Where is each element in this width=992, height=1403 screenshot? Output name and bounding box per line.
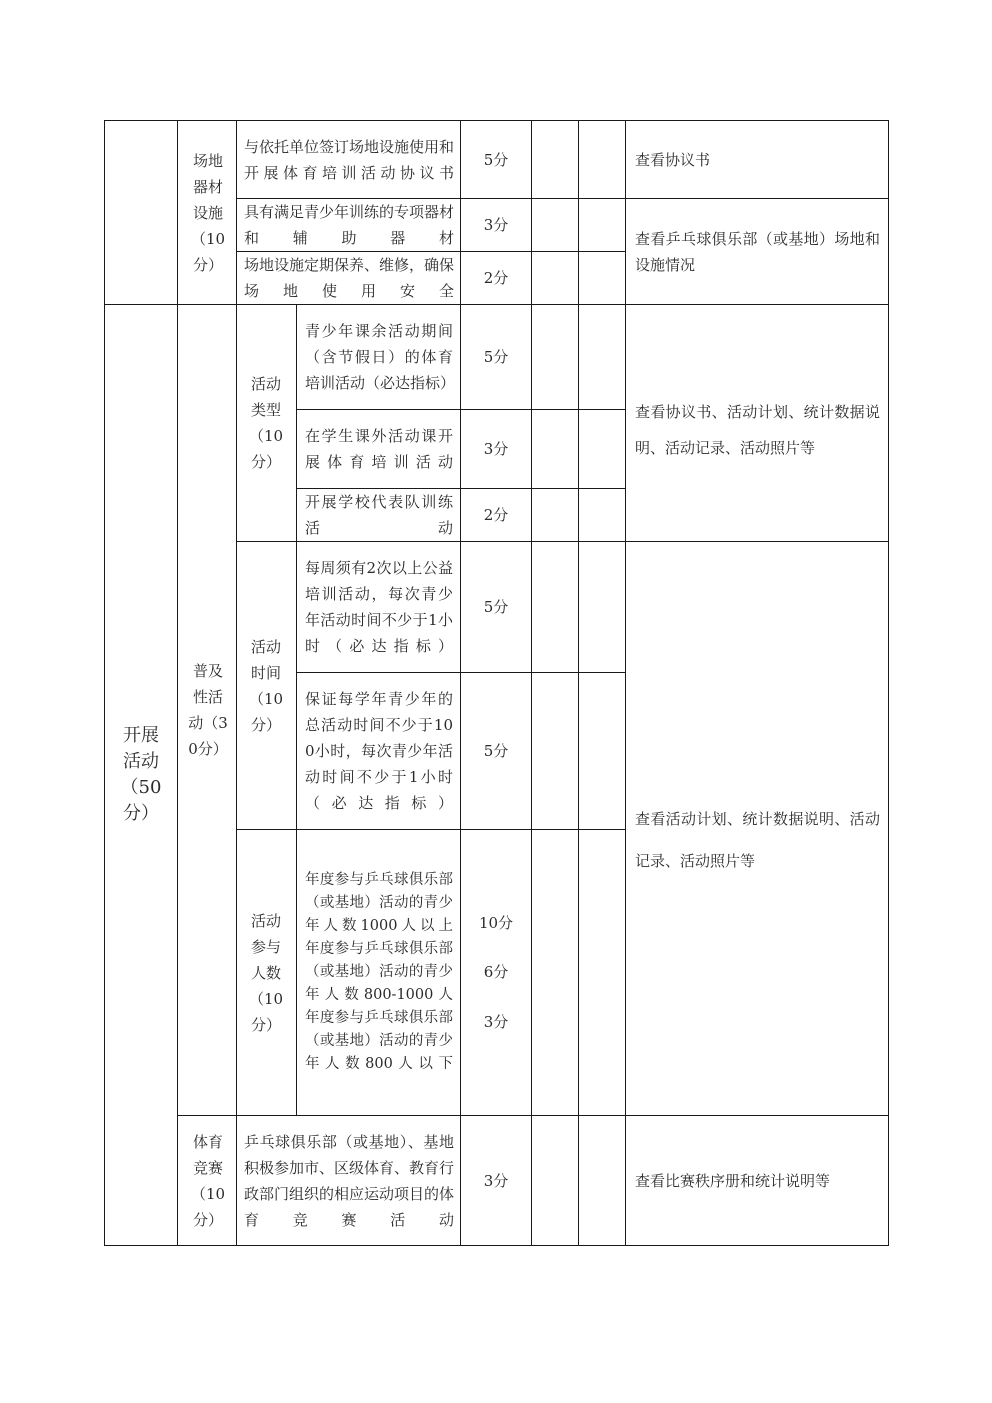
score-cell: 3分	[483, 1171, 509, 1190]
method-cell: 查看乒乓球俱乐部（或基地）场地和设施情况	[635, 229, 880, 274]
subcategory-cell: 活动时间（10分）	[248, 637, 284, 734]
table-line	[578, 120, 579, 1246]
criterion-cell: 具有满足青少年训练的专项器材和辅助器材	[244, 203, 455, 247]
table-line	[296, 304, 297, 1116]
category-cell: 场地器材设施（10分）	[190, 151, 226, 274]
method-cell: 查看协议书、活动计划、统计数据说明、活动记录、活动照片等	[635, 403, 880, 457]
criterion-cell: 场地设施定期保养、维修，确保场地使用安全	[244, 256, 455, 300]
table-line	[625, 120, 626, 1246]
criterion-cell: 保证每学年青少年的总活动时间不少于100小时，每次青少年活动时间不少于1小时（必达指标）	[305, 690, 453, 812]
score-cell: 2分	[483, 506, 509, 524]
criterion-cell: 在学生课外活动课开展体育培训活动	[305, 427, 453, 471]
table-line	[177, 120, 178, 1246]
method-cell: 查看比赛秩序册和统计说明等	[635, 1171, 831, 1190]
score-cell: 5分	[483, 348, 509, 366]
subcategory-cell: 活动类型（10分）	[248, 375, 284, 471]
score-cell: 5分	[483, 598, 509, 616]
section-cell: 开展活动（50分）	[120, 725, 162, 824]
score-cell: 3分	[483, 1013, 509, 1031]
table-line	[104, 1245, 889, 1246]
participants-criterion-1: 年度参与乒乓球俱乐部（或基地）活动的青少年人数1000人以上	[305, 872, 453, 934]
score-cell: 3分	[483, 440, 509, 458]
score-cell: 5分	[483, 150, 509, 169]
table-line	[531, 120, 532, 1246]
score-cell: 2分	[483, 269, 509, 287]
participants-criterion-2: 年度参与乒乓球俱乐部（或基地）活动的青少年人数800-1000人	[305, 941, 453, 1003]
subcategory-cell: 活动参与人数（10分）	[248, 911, 284, 1034]
score-cell: 5分	[483, 742, 509, 760]
criterion-cell: 开展学校代表队训练活动	[305, 493, 453, 537]
table-line	[236, 120, 237, 1246]
criterion-cell	[305, 830, 453, 1115]
score-cell: 6分	[483, 963, 509, 981]
score-cell: 10分	[478, 914, 514, 932]
score-cell: 3分	[483, 216, 509, 234]
criterion-cell: 青少年课余活动期间（含节假日）的体育培训活动（必达指标）	[305, 322, 456, 392]
method-cell: 查看协议书	[635, 150, 711, 169]
method-cell: 查看活动计划、统计数据说明、活动记录、活动照片等	[635, 810, 880, 870]
category-cell: 普及性活动（30分）	[188, 662, 228, 758]
criterion-cell: 每周须有2次以上公益培训活动，每次青少年活动时间不少于1小时（必达指标）	[305, 559, 453, 655]
participants-criterion-3: 年度参与乒乓球俱乐部（或基地）活动的青少年人数800人以下	[305, 1010, 453, 1072]
criterion-cell: 乒乓球俱乐部（或基地）、基地积极参加市、区级体育、教育行政部门组织的相应运动项目的体育竞赛活动	[244, 1132, 455, 1229]
criterion-cell: 与依托单位签订场地设施使用和开展体育培训活动协议书	[244, 137, 455, 182]
table-line	[888, 120, 889, 1246]
table-line	[104, 120, 105, 1246]
category-cell: 体育竞赛（10分）	[190, 1132, 226, 1229]
